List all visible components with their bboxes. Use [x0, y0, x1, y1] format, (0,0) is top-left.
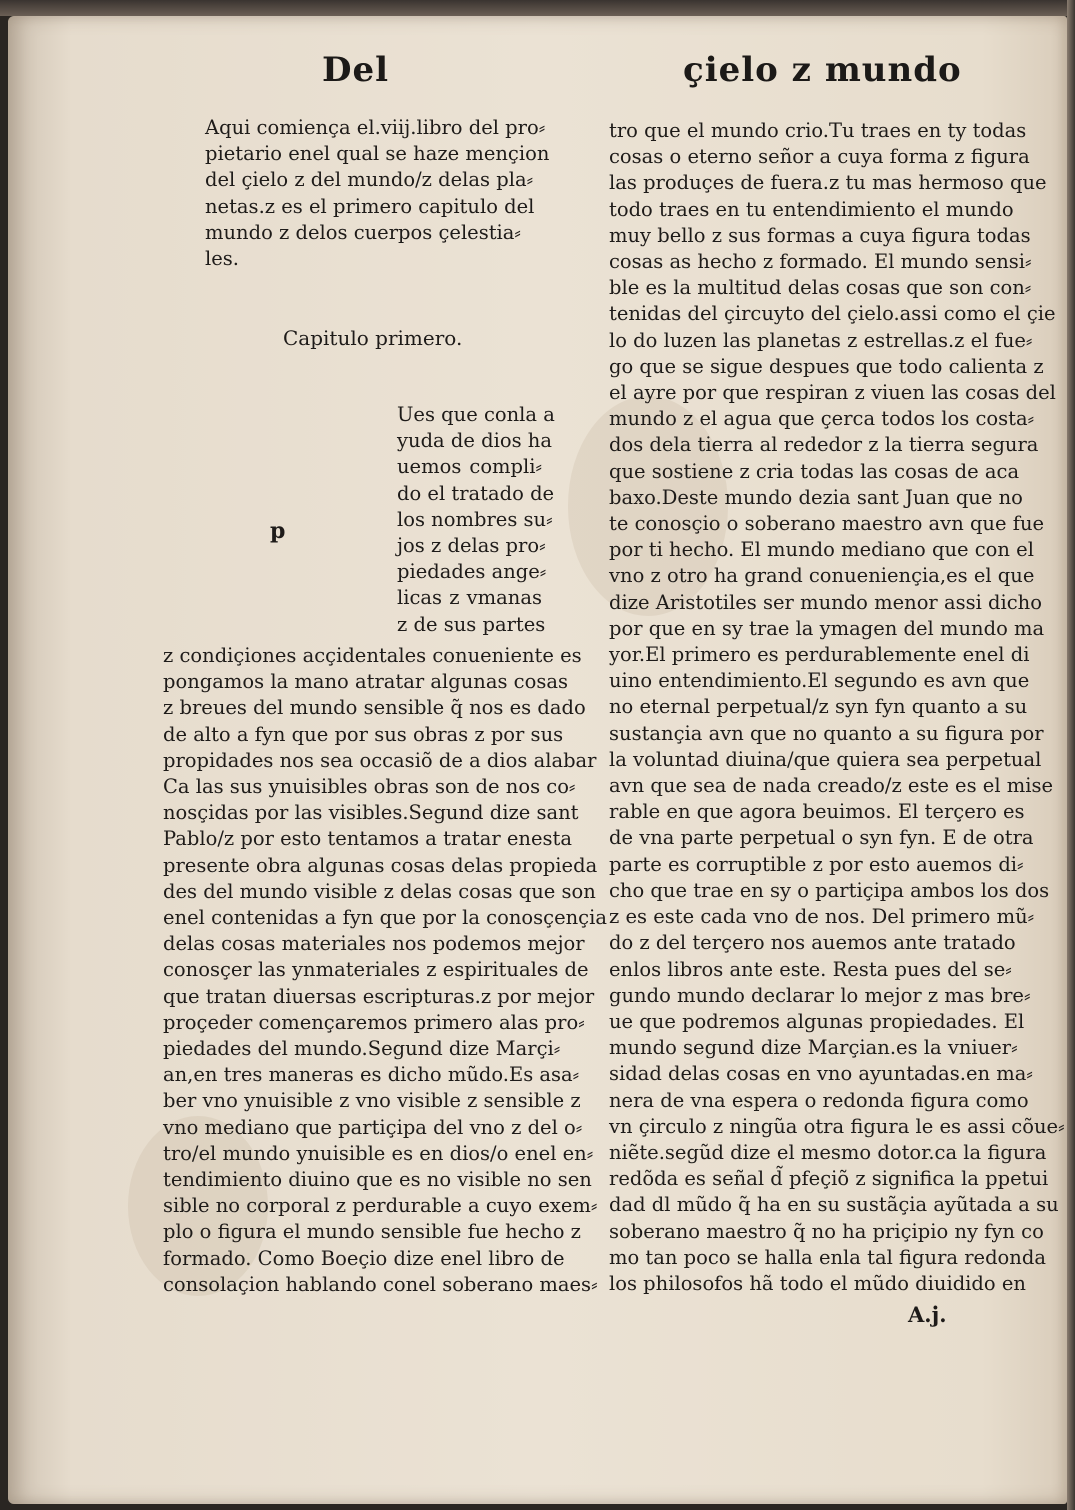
- narrow-column: [397, 402, 555, 638]
- text-line: las produçes de fuera.z tu mas hermoso que: [609, 171, 1047, 195]
- text-line: Ca las sus ynuisibles obras son de nos co⸗: [163, 775, 576, 799]
- text-line: piedades del mundo.Segund dize Marçi⸗: [163, 1037, 561, 1061]
- text-line: vno z otro ha grand conueniençia,es el que: [609, 564, 1035, 588]
- text-line: Ues que conla a: [397, 403, 555, 426]
- right-page-edge: [1067, 0, 1075, 1510]
- text-line: do el tratado de: [397, 481, 555, 505]
- text-line: lo do luzen las planetas z estrellas.z el fue⸗: [609, 328, 1033, 352]
- text-line: los nombres su⸗: [397, 507, 553, 531]
- text-line: sidad delas cosas en vno ayuntadas.en ma⸗: [609, 1062, 1033, 1086]
- text-line: z breues del mundo sensible q̃ nos es dado: [163, 696, 586, 720]
- text-line: tro/el mundo ynuisible es en dios/o enel en⸗: [163, 1141, 594, 1165]
- left-column: [163, 643, 607, 1298]
- text-line: muy bello z sus formas a cuya figura todas: [609, 223, 1031, 247]
- text-line: mundo segund dize Marçian.es la vniuer⸗: [609, 1036, 1018, 1060]
- rubric-line: pietario enel qual se haze mençion: [205, 142, 550, 166]
- initial-guide-letter: p: [270, 518, 286, 544]
- text-line: dize Aristotiles ser mundo menor assi dicho: [609, 590, 1042, 614]
- text-line: gundo mundo declarar lo mejor z mas bre⸗: [609, 983, 1031, 1007]
- text-line: te conosçio o soberano maestro avn que fue: [609, 512, 1045, 536]
- text-line: jos z delas pro⸗: [397, 534, 546, 558]
- rubric-line: del çielo z del mundo/z delas pla⸗: [205, 168, 534, 192]
- text-line: ble es la multitud delas cosas que son con⸗: [609, 276, 1032, 300]
- text-line: tro que el mundo crio.Tu traes en ty todas: [609, 119, 1027, 142]
- text-line: avn que sea de nada creado/z este es el mise: [609, 774, 1054, 798]
- text-line: tenidas del çircuyto del çielo.assi como el çie: [609, 302, 1056, 326]
- text-line: z es este cada vno de nos. Del primero mũ⸗: [609, 905, 1035, 929]
- text-line: z condiçiones acçidentales conueniente es: [163, 644, 582, 667]
- text-line: enel contenidas a fyn que por la conosçençia: [163, 906, 607, 930]
- text-line: el ayre por que respiran z viuen las cosas del: [609, 381, 1056, 405]
- text-line: piedades ange⸗: [397, 560, 547, 584]
- text-line: presente obra algunas cosas delas propieda: [163, 853, 598, 877]
- text-line: sible no corporal z perdurable a cuyo exem⸗: [163, 1194, 598, 1218]
- text-line: formado. Como Boeçio dize enel libro de: [163, 1246, 565, 1270]
- text-line: rable en que agora beuimos. El terçero es: [609, 800, 1025, 824]
- rubric-line: les.: [205, 247, 239, 271]
- text-line: baxo.Deste mundo dezia sant Juan que no: [609, 485, 1023, 509]
- text-line: enlos libros ante este. Resta pues del se⸗: [609, 957, 1012, 981]
- text-line: que tratan diuersas escripturas.z por mejor: [163, 984, 595, 1008]
- rubric-line: netas.z es el primero capitulo del: [205, 194, 535, 218]
- right-column: [609, 118, 1065, 1297]
- text-line: pongamos la mano atratar algunas cosas: [163, 670, 568, 694]
- text-line: yor.El primero es perdurablemente enel di: [609, 643, 1030, 667]
- text-line: vno mediano que partiçipa del vno z del o⸗: [163, 1115, 583, 1139]
- running-head-left: Del: [322, 50, 390, 90]
- text-line: an,en tres maneras es dicho mũdo.Es asa⸗: [163, 1063, 580, 1087]
- text-line: redõda es señal d̃ pfeçiõ z significa la ppetui: [609, 1167, 1049, 1191]
- text-line: de vna parte perpetual o syn fyn. E de otra: [609, 826, 1034, 850]
- text-line: z de sus partes: [397, 612, 546, 636]
- top-page-edge: [0, 0, 1075, 16]
- text-line: uino entendimiento.El segundo es avn que: [609, 669, 1030, 693]
- text-line: uemos compli⸗: [397, 455, 542, 479]
- text-line: que sostiene z cria todas las cosas de aca: [609, 459, 1020, 483]
- text-line: soberano maestro q̃ no ha priçipio ny fyn co: [609, 1219, 1044, 1243]
- rubric-line: Aqui comiença el.viij.libro del pro⸗: [205, 116, 546, 139]
- text-line: cho que trae en sy o partiçipa ambos los dos: [609, 878, 1050, 902]
- text-line: dos dela tierra al rededor z la tierra segura: [609, 433, 1039, 457]
- text-line: licas z vmanas: [397, 586, 542, 610]
- text-line: no eternal perpetual/z syn fyn quanto a su: [609, 695, 1028, 719]
- text-line: proçeder començaremos primero alas pro⸗: [163, 1010, 585, 1034]
- text-line: por que en sy trae la ymagen del mundo ma: [609, 616, 1045, 640]
- text-line: do z del terçero nos auemos ante tratado: [609, 931, 1016, 955]
- text-line: niẽte.segũd dize el mesmo dotor.ca la figura: [609, 1140, 1047, 1164]
- text-line: cosas o eterno señor a cuya forma z figura: [609, 145, 1030, 169]
- text-line: yuda de dios ha: [397, 429, 552, 453]
- text-line: conosçer las ynmateriales z espirituales de: [163, 958, 589, 982]
- text-line: mundo z el agua que çerca todos los costa⸗: [609, 407, 1035, 431]
- text-line: consolaçion hablando conel soberano maes⸗: [163, 1272, 598, 1296]
- rubric-line: mundo z delos cuerpos çelestia⸗: [205, 220, 521, 244]
- text-line: go que se sigue despues que todo calienta z: [609, 354, 1044, 378]
- signature-mark: A.j.: [908, 1302, 947, 1327]
- text-line: por ti hecho. El mundo mediano que con el: [609, 538, 1034, 562]
- text-line: tendimiento diuino que es no visible no sen: [163, 1168, 592, 1192]
- text-line: ue que podremos algunas propiedades. El: [609, 1009, 1025, 1033]
- text-line: des del mundo visible z delas cosas que son: [163, 879, 596, 903]
- text-line: nosçidas por las visibles.Segund dize sant: [163, 801, 579, 825]
- text-line: delas cosas materiales nos podemos mejor: [163, 932, 585, 956]
- text-line: la voluntad diuina/que quiera sea perpetual: [609, 747, 1042, 771]
- text-line: mo tan poco se halla enla tal figura redonda: [609, 1245, 1046, 1269]
- text-line: dad dl mũdo q̃ ha en su sustãçia ayũtada a su: [609, 1193, 1059, 1217]
- text-line: parte es corruptible z por esto auemos di⸗: [609, 852, 1024, 876]
- text-line: plo o figura el mundo sensible fue hecho z: [163, 1220, 581, 1244]
- text-line: los philosofos hã todo el mũdo diuidido en: [609, 1271, 1026, 1295]
- text-line: de alto a fyn que por sus obras z por sus: [163, 722, 564, 746]
- text-line: ber vno ynuisible z vno visible z sensible z: [163, 1089, 581, 1113]
- text-line: Pablo/z por esto tentamos a tratar enesta: [163, 827, 572, 851]
- running-head-right: çielo z mundo: [683, 50, 962, 90]
- text-line: nera de vna espera o redonda figura como: [609, 1088, 1029, 1112]
- rubric: [205, 115, 550, 272]
- text-line: sustançia avn que no quanto a su figura por: [609, 721, 1044, 745]
- chapter-title: Capitulo primero.: [283, 326, 463, 350]
- text-line: propidades nos sea occasiõ de a dios alabar: [163, 748, 597, 772]
- text-line: cosas as hecho z formado. El mundo sensi⸗: [609, 250, 1032, 274]
- text-line: vn çirculo z ningũa otra figura le es assi cõue⸗: [609, 1114, 1065, 1138]
- text-line: todo traes en tu entendimiento el mundo: [609, 197, 1014, 221]
